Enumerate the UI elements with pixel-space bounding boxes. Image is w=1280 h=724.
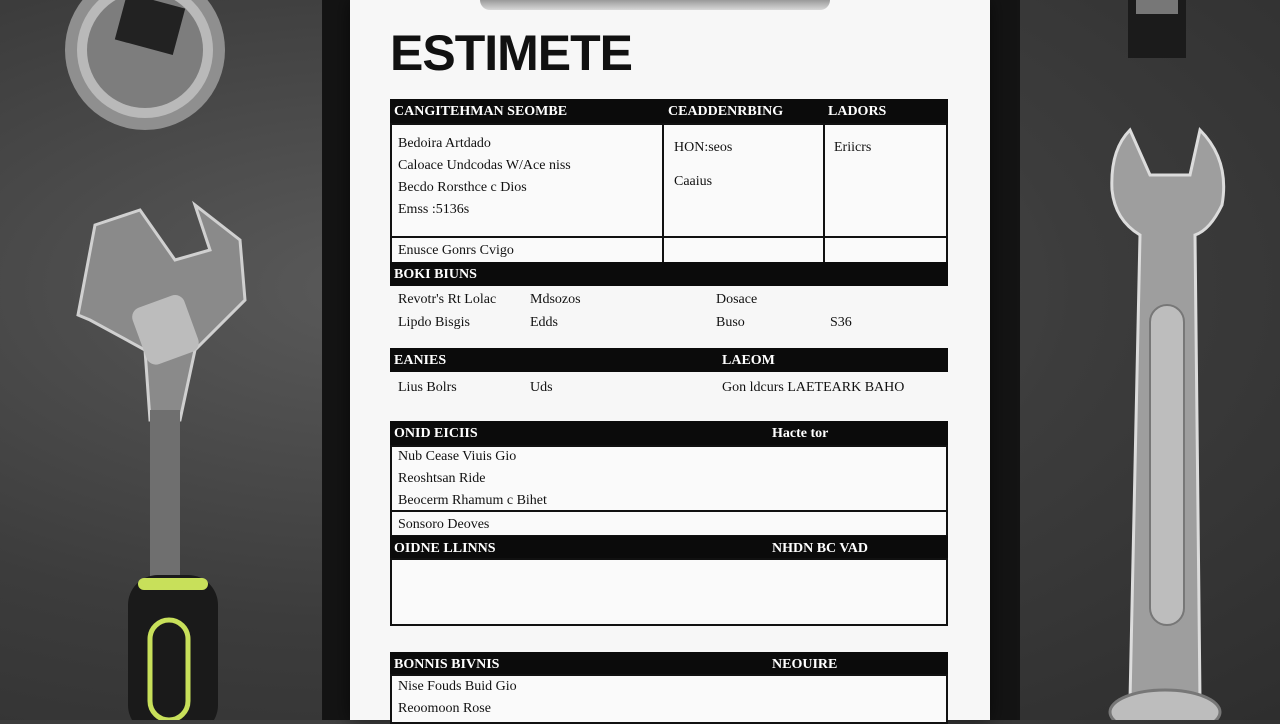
- section4-header-right: Hacte tor: [772, 426, 829, 441]
- col-header-1: CANGITEHMAN SEOMBE: [394, 104, 568, 119]
- section5-box: [390, 558, 948, 626]
- s4-line-1: Nub Cease Viuis Gio: [398, 449, 517, 464]
- combination-wrench-icon: [1110, 130, 1224, 720]
- s2-r2-c3: Buso: [716, 315, 745, 330]
- document-title: ESTIMETE: [390, 25, 633, 81]
- s6-line-1: Nise Fouds Buid Gio: [398, 679, 517, 694]
- socket-icon: [1128, 0, 1186, 58]
- section5-header-right: NHDN BC VAD: [772, 541, 868, 556]
- s1-left-line-1: Bedoira Artdado: [398, 136, 491, 151]
- s1-footer-row: Enusce Gonrs Cvigo: [398, 243, 514, 258]
- s3-c3: Gon ldcurs LAETEARK BAHO: [722, 380, 905, 395]
- section6-header-left: BONNIS BIVNIS: [394, 657, 500, 672]
- s1-right-line-1: Eriicrs: [834, 140, 872, 155]
- hex-nut-icon: [65, 0, 225, 130]
- section5-header-left: OIDNE LLINNS: [394, 541, 496, 556]
- adjustable-wrench-icon: [78, 205, 245, 720]
- section2-header: [390, 262, 948, 286]
- section1-divider-1: [662, 123, 664, 264]
- section4-header-left: ONID EICIIS: [394, 426, 478, 441]
- section3-header-left: EANIES: [394, 353, 447, 368]
- section2-header-label: BOKI BIUNS: [394, 267, 477, 282]
- s2-r2-c1: Lipdo Bisgis: [398, 315, 470, 330]
- s1-mid-line-2: Caaius: [674, 174, 713, 189]
- s4-line-3: Beocerm Rhamum c Bihet: [398, 493, 547, 508]
- col-header-2: CEADDENRBING: [668, 104, 784, 119]
- section3-header-right: LAEOM: [722, 353, 775, 368]
- s2-r1-c2: Mdsozos: [530, 292, 581, 307]
- s4-footer: Sonsoro Deoves: [398, 517, 490, 532]
- section5-header: [390, 536, 948, 560]
- s1-left-line-4: Emss :5136s: [398, 202, 470, 217]
- s2-r2-c2: Edds: [530, 315, 558, 330]
- s4-line-2: Reoshtsan Ride: [398, 471, 486, 486]
- s2-r1-c1: Revotr's Rt Lolac: [398, 292, 497, 307]
- section6-header-right: NEOUIRE: [772, 657, 838, 672]
- s1-left-line-3: Becdo Rorsthce c Dios: [398, 180, 527, 195]
- section4-row-divider: [390, 510, 948, 512]
- s1-mid-line-1: HON:seos: [674, 140, 733, 155]
- s6-line-2: Reoomoon Rose: [398, 701, 491, 716]
- section3-header: [390, 348, 948, 372]
- section1-divider-2: [823, 123, 825, 264]
- s3-c1: Lius Bolrs: [398, 380, 457, 395]
- section4-header: [390, 421, 948, 445]
- s3-c2: Uds: [530, 380, 553, 395]
- section1-row-divider: [390, 236, 948, 238]
- col-header-3: LADORS: [828, 104, 887, 119]
- clipboard-clip: [480, 0, 830, 10]
- s2-r2-c4: S36: [830, 315, 852, 330]
- section6-header: [390, 652, 948, 676]
- s1-left-line-2: Caloace Undcodas W/Ace niss: [398, 158, 571, 173]
- section1-header: [390, 99, 948, 123]
- s2-r1-c3: Dosace: [716, 292, 758, 307]
